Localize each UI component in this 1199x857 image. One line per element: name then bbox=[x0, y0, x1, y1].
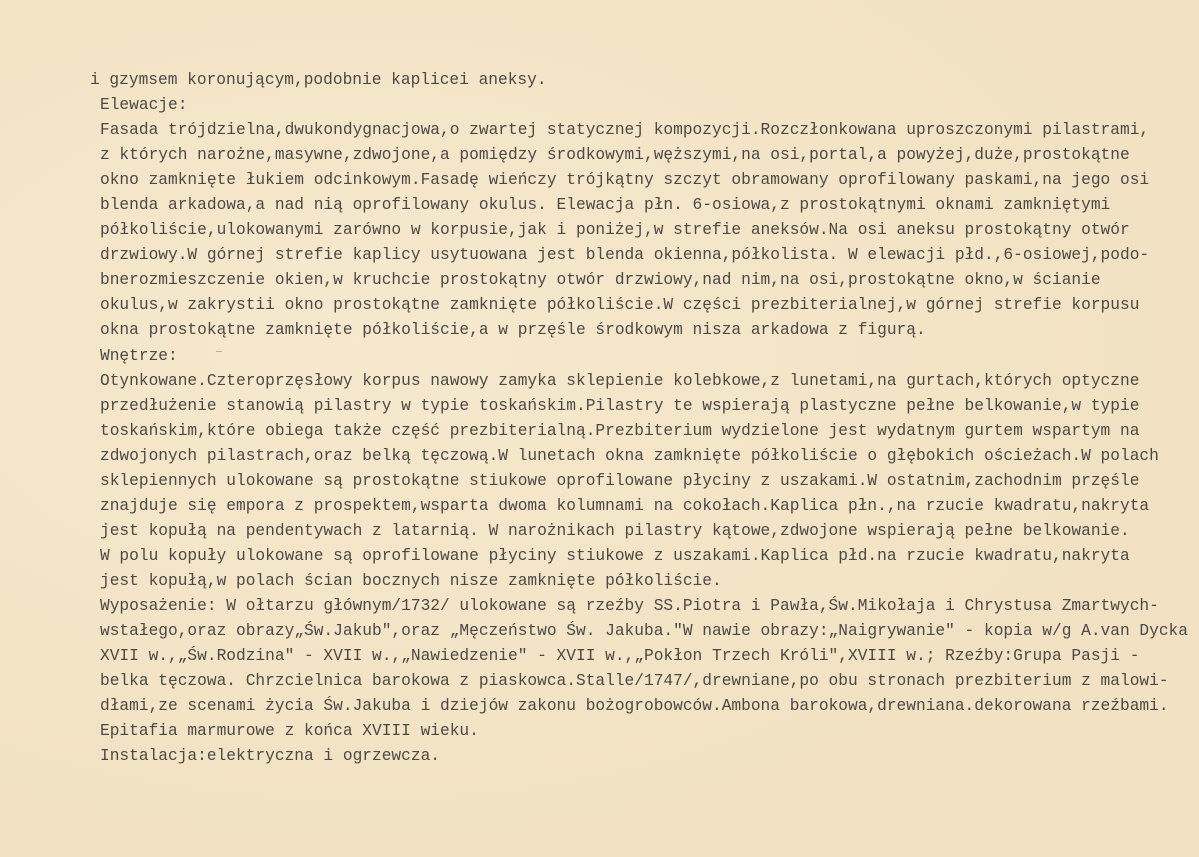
text-line: jest kopułą,w polach ścian bocznych nisze zamknięte półkoliście. bbox=[100, 571, 722, 590]
text-line: belka tęczowa. Chrzcielnica barokowa z piaskowca.Stalle/1747/,drewniane,po obu stronach prezbiterium z malowi- bbox=[100, 672, 1169, 691]
section-wyposazenie: Wyposażenie: W ołtarzu głównym/1732/ ulokowane są rzeźby SS.Piotra i Pawła,Św.Mikołaja i Chrystusa Zmartwych- bbox=[100, 596, 1159, 615]
text-line: i gzymsem koronującym,podobnie kaplicei aneksy. bbox=[90, 71, 547, 89]
text-line: dłami,ze scenami życia Św.Jakuba i dziejów zakonu bożogrobowców.Ambona barokowa,drewniana.dekorowana rzeźbami. bbox=[100, 697, 1169, 716]
text-line: blenda arkadowa,a nad nią oprofilowany okulus. Elewacja płn. 6-osiowa,z prostokątnymi oknami zamkniętymi bbox=[100, 196, 1111, 215]
section-heading-elewacje: Elewacje: bbox=[100, 96, 188, 115]
text-line: półkoliście,ulokowanymi zarówno w korpusie,jak i poniżej,w strefie aneksów.Na osi aneksu prostokątny otwór bbox=[100, 221, 1130, 240]
text-line: XVII w.,„Św.Rodzina" - XVII w.,„Nawiedzenie" - XVII w.,„Pokłon Trzech Króli",XVIII w.; Rzeźby:Grupa Pasji - bbox=[100, 647, 1140, 666]
text-line: przedłużenie stanowią pilastry w typie toskańskim.Pilastry te wspierają plastyczne pełne belkowanie,w typie bbox=[100, 396, 1140, 415]
paper-mark bbox=[216, 351, 222, 352]
text-line: jest kopułą na pendentywach z latarnią. W narożnikach pilastry kątowe,zdwojone wspierają pełne belkowanie. bbox=[100, 521, 1130, 540]
document-text bbox=[90, 68, 1195, 769]
text-line: okulus,w zakrystii okno prostokątne zamknięte półkoliście.W części prezbiterialnej,w górnej strefie korpusu bbox=[100, 296, 1140, 315]
text-line: wstałego,oraz obrazy„Św.Jakub",oraz „Męczeństwo Św. Jakuba."W nawie obrazy:„Naigrywanie" - kopia w/g A.van Dycka bbox=[100, 622, 1188, 641]
text-line: sklepiennych ulokowane są prostokątne stiukowe oprofilowane płyciny z uszakami.W ostatnim,zachodnim przęśle bbox=[100, 471, 1140, 490]
text-line: okno zamknięte łukiem odcinkowym.Fasadę wieńczy trójkątny szczyt obramowany oprofilowany paskami,na jego osi bbox=[100, 171, 1150, 190]
text-line: Otynkowane.Czteroprzęsłowy korpus nawowy zamyka sklepienie kolebkowe,z lunetami,na gurtach,których optyczne bbox=[100, 371, 1140, 390]
text-line: toskańskim,które obiega także część prezbiterialną.Prezbiterium wydzielone jest wydatnym gurtem wspartym na bbox=[100, 421, 1140, 440]
text-line: W polu kopuły ulokowane są oprofilowane płyciny stiukowe z uszakami.Kaplica płd.na rzucie kwadratu,nakryta bbox=[100, 546, 1130, 565]
text-line: z których narożne,masywne,zdwojone,a pomiędzy środkowymi,węższymi,na osi,portal,a powyżej,duże,prostokątne bbox=[100, 146, 1130, 165]
text-line: Fasada trójdzielna,dwukondygnacjowa,o zwartej statycznej kompozycji.Rozczłonkowana uproszczonymi pilastrami, bbox=[100, 121, 1150, 140]
text-line: drzwiowy.W górnej strefie kaplicy usytuowana jest blenda okienna,półkolista. W elewacji płd.,6-osiowej,podo- bbox=[100, 246, 1150, 265]
text-line: okna prostokątne zamknięte półkoliście,a w przęśle środkowym nisza arkadowa z figurą. bbox=[100, 321, 926, 340]
text-line: Epitafia marmurowe z końca XVIII wieku. bbox=[100, 722, 479, 741]
text-line: bnerozmieszczenie okien,w kruchcie prostokątny otwór drzwiowy,nad nim,na osi,prostokątne okno,w ścianie bbox=[100, 271, 1101, 290]
section-instalacja: Instalacja:elektryczna i ogrzewcza. bbox=[100, 747, 440, 766]
section-heading-wnetrze: Wnętrze: bbox=[100, 346, 178, 365]
text-line: znajduje się empora z prospektem,wsparta dwoma kolumnami na cokołach.Kaplica płn.,na rzucie kwadratu,nakryta bbox=[100, 496, 1150, 515]
text-line: zdwojonych pilastrach,oraz belką tęczową.W lunetach okna zamknięte półkoliście o głębokich ościeżach.W polach bbox=[100, 446, 1159, 465]
